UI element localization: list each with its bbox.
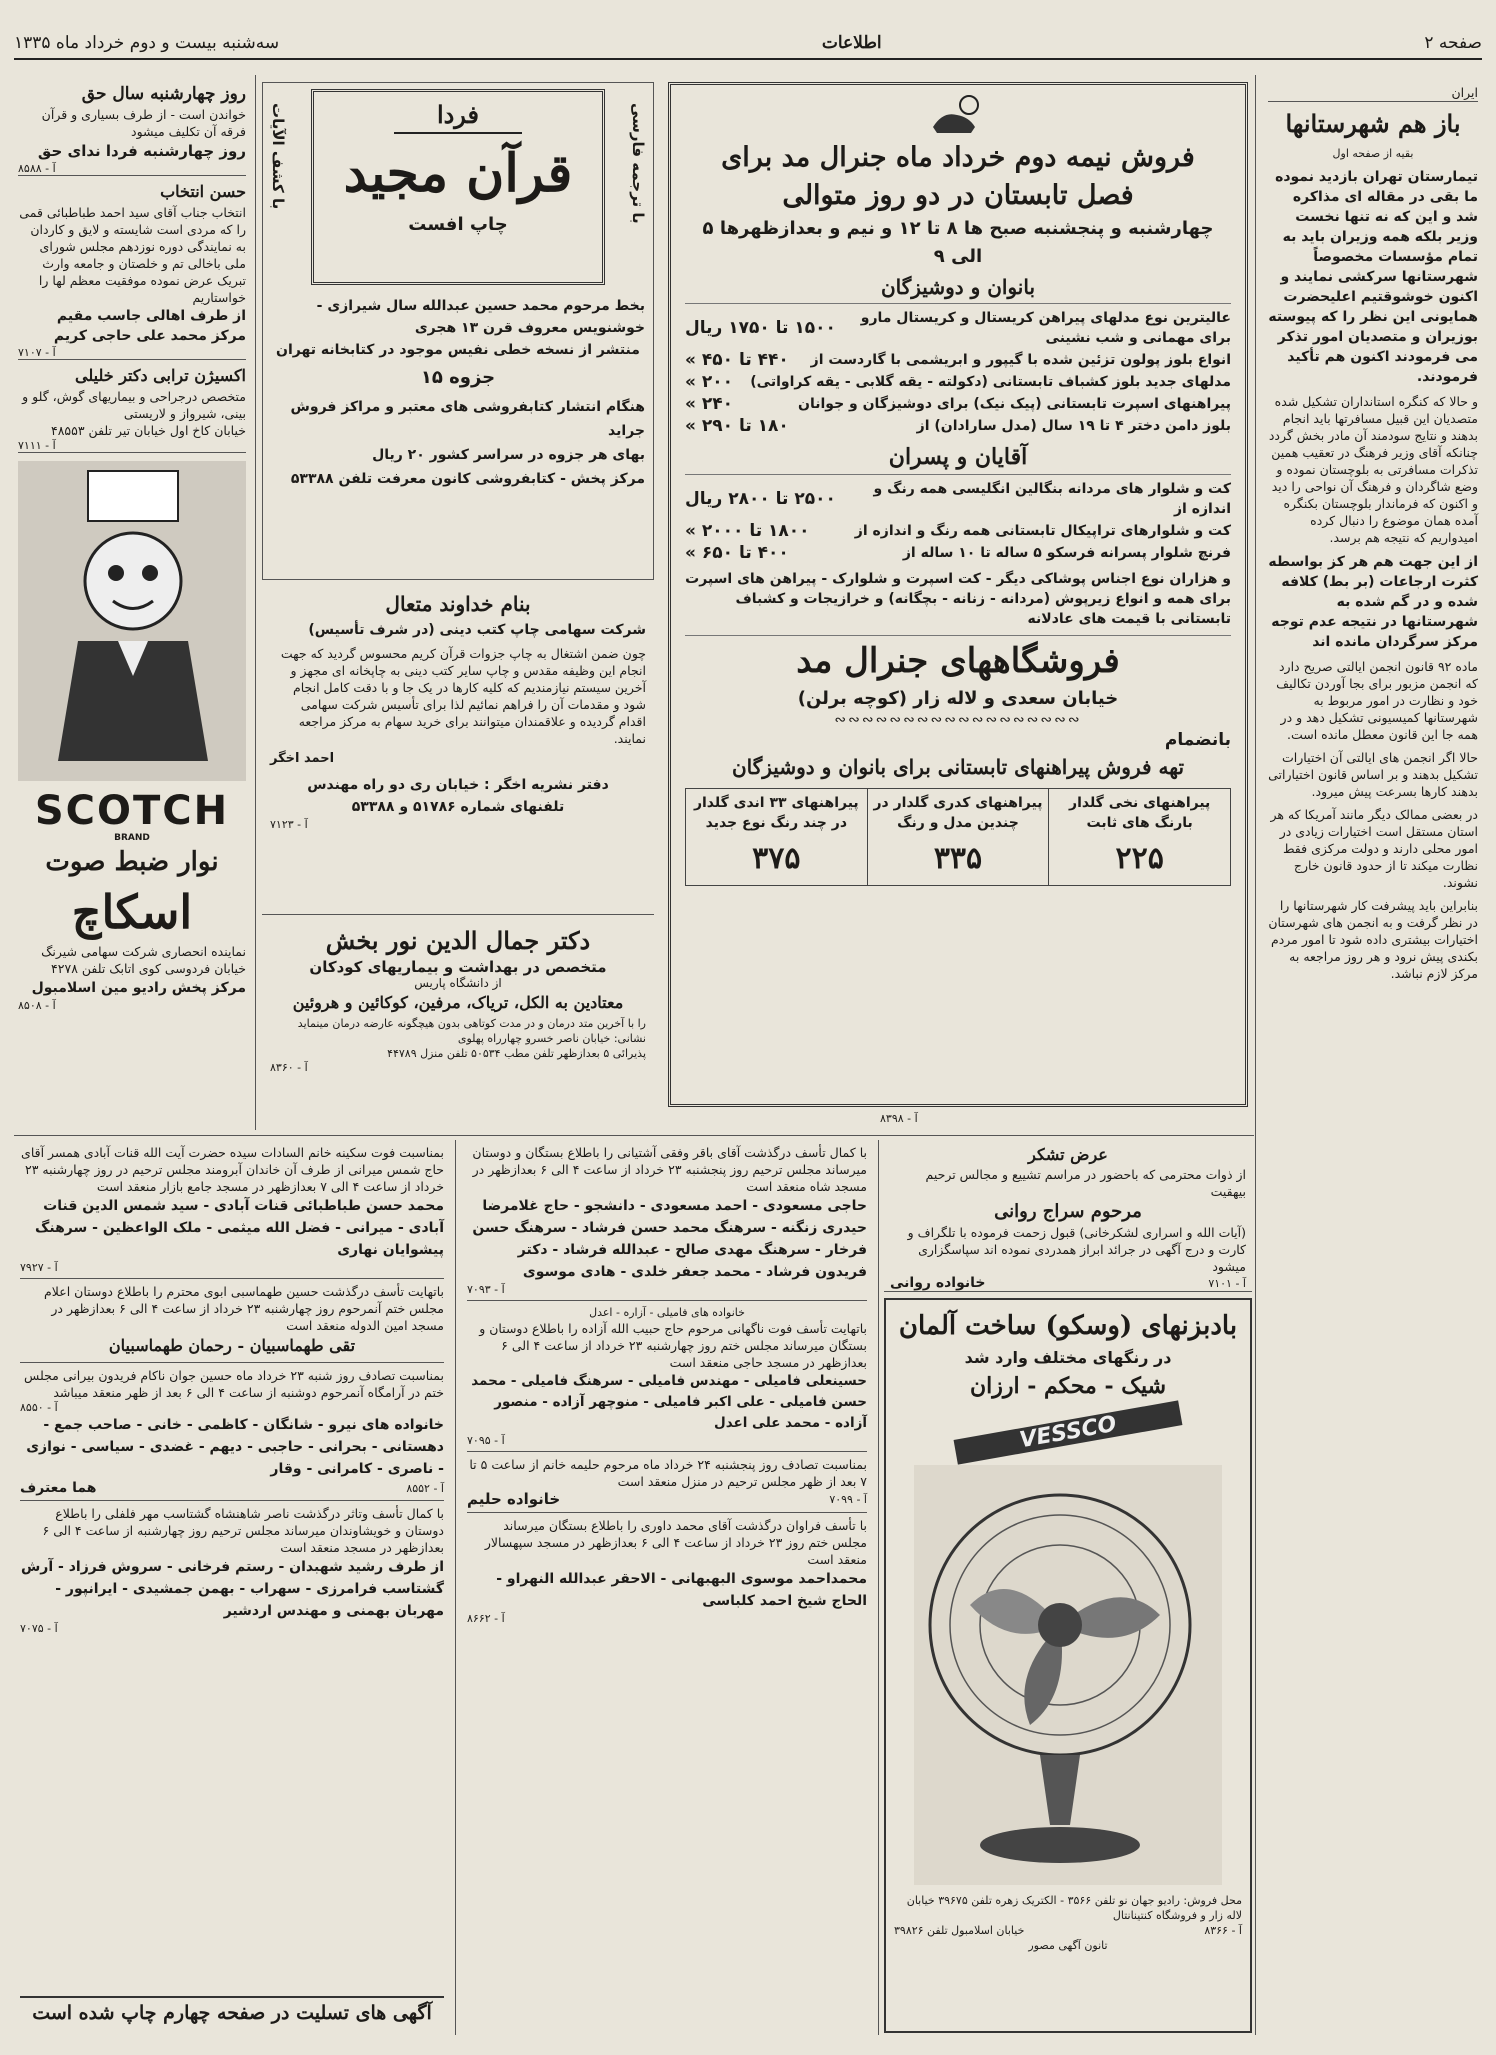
notice-body: با تأسف فراوان درگذشت آقای محمد داوری را باطلاع بستگان میرساند مجلس ختم روز ۲۳ خرداد از ساعت ۴ الی ۶ بعدازظهر در مسجد سپهسالار منعقد است	[484, 1518, 867, 1567]
brand-small: BRAND	[114, 833, 150, 843]
clearance-box-title: پیراهنهای کدری گلدار در چندین مدل و رنگ	[873, 795, 1043, 831]
ornament-divider: ∾∾∾∾∾∾∾∾∾∾∾∾∾∾∾∾∾∾	[834, 712, 1082, 728]
scotch-logo	[18, 789, 246, 843]
women-price-row	[685, 394, 1231, 414]
tape-center: مرکز پخش رادیو مین اسلامبول	[31, 980, 246, 996]
notice-ref: آ - ۷۹۲۷	[20, 1261, 58, 1274]
item-price: ۱۸۰ تا ۲۹۰ »	[685, 416, 789, 436]
article-para: در بعضی ممالک دیگر مانند آمریکا که هر استان مستقل است اختیارات زیادی در امور محلی دارند و دولت مرکزی فقط نظارت میکند تا از حدود قانون خارج نشوند.	[1270, 807, 1478, 890]
notice-body: با کمال تأسف وتاثر درگذشت ناصر شاهنشاه گشتاسب مهر فلفلی را باطلاع دوستان و خویشاوندان میرساند مجلس ترحیم روز چهارشنبه از ساعت ۴ الی ۶ بعدازظهر در مسجد منعقد است	[42, 1506, 444, 1555]
item-from: از طرف اهالی جاسب مقیم	[56, 308, 246, 324]
notice-ref: آ - ۷۰۹۵	[467, 1434, 505, 1447]
notice-names: حاجی مسعودی - احمد مسعودی - دانشجو - حاج غلامرضا حیدری زنگنه - سرهنگ محمد حسن فرشاد - سرهنگ حسن فرخار - سرهنگ مهدی صالح - عبدالله فرشاد - دکتر فریدون فرشاد - محمد جعفر خلدی - هادی موسوی	[472, 1198, 867, 1280]
notice	[20, 1144, 444, 1279]
men-price-list	[685, 479, 1231, 563]
ad-doctor	[262, 920, 654, 1110]
ad-headline: فصل تابستان در دو روز متوالی	[782, 180, 1134, 211]
clearance-box-title: پیراهنهای ۳۳ اندی گلدار در چند رنگ نوع جدید	[693, 795, 859, 831]
company-office: دفتر نشریه اخگر : خیابان ری دو راه مهندس	[307, 777, 609, 793]
quran-side-left: با کشف الآیات	[269, 103, 287, 210]
sale-schedule: چهارشنبه و پنجشنبه صبح ها ۸ تا ۱۲ و نیم و بعدازظهرها ۵ الی ۹	[702, 218, 1214, 267]
doctor-name: دکتر جمال الدین نور بخش	[325, 926, 591, 955]
page-header	[14, 28, 1482, 60]
clearance-box	[686, 789, 867, 885]
item-ref: آ - ۸۵۸۸	[18, 162, 246, 176]
notice-ref: آ - ۸۶۶۲	[467, 1612, 505, 1625]
item-bold: روز چهارشنبه فردا ندای حق	[37, 142, 246, 160]
item-price: ۴۴۰ تا ۴۵۰ »	[685, 350, 789, 370]
store-name: فروشگاههای جنرال مد	[685, 635, 1231, 686]
ad-ref: آ - ۸۳۶۰	[270, 1061, 308, 1074]
store-address: خیابان سعدی و لاله زار (کوچه برلن)	[797, 688, 1119, 709]
item-title: حسن انتخاب	[160, 182, 246, 201]
notice	[467, 1452, 867, 1513]
men-section-title: آقایان و پسران	[685, 440, 1231, 475]
item-title: روز چهارشنبه سال حق	[81, 84, 246, 104]
company-body: چون ضمن اشتغال به چاپ جزوات قرآن کریم محسوس گردید که جهت انجام این وظیفه مقدس و چاپ سایر کتب دینی به چاپخانه ای مجهز و آخرین سیستم نیازمندیم که کلیه کارها در یک جا و با دقت کامل انجام شود و مقدمات آن را فراهم نمائیم لذا برای تأسیس شرکت سهامی اقدام گردیده و علاقمندان میتوانند برای خرید سهام به مرکز مراجعه نمایند.	[280, 646, 646, 746]
notice-names: از طرف رشید شهبدان - رستم فرخانی - سروش فرزاد - آرش گشتاسب فرامرزی - سهراب - بهمن جمشیدی - ایرانپور - مهربان بهمنی و مهندس اردشیر	[20, 1559, 444, 1619]
thanks-title: عرض تشکر	[1028, 1145, 1108, 1164]
notice	[20, 1363, 444, 1501]
women-price-row	[685, 372, 1231, 392]
women-section-title: بانوان و دوشیزگان	[685, 271, 1231, 304]
item-description: بلوز دامن دختر ۴ تا ۱۹ سال (مدل سارادان) از	[916, 418, 1231, 434]
notice	[467, 1513, 867, 1629]
also-label: بانضمام	[1164, 730, 1231, 750]
item-price: ۱۸۰۰ تا ۲۰۰۰ »	[685, 521, 810, 541]
item-price: ۱۵۰۰ تا ۱۷۵۰ ریال	[685, 318, 836, 338]
quran-line: مرکز پخش - کتابفروشی کانون معرفت تلفن ۵۳۳۸۸	[290, 471, 645, 487]
notice-ref: آ - ۸۵۵۰	[20, 1401, 58, 1414]
thanks-body: از ذوات محترمی که باحضور در مراسم تشییع و مجالس ترحیم بیهقیت	[925, 1167, 1246, 1199]
notice-names: تقی طهماسبیان - رحمان طهماسبیان	[108, 1336, 356, 1355]
ad-headline: فروش نیمه دوم خرداد ماه جنرال مد برای	[721, 142, 1195, 173]
ad-general-mod	[668, 82, 1248, 1107]
item-sign: مرکز محمد علی حاجی کریم	[53, 328, 246, 344]
notice-ref: آ - ۷۰۷۵	[20, 1622, 58, 1635]
lion-sun-emblem-icon	[685, 93, 1231, 139]
item-addr: خیابان کاخ اول خیابان تیر تلفن ۴۸۵۵۳	[51, 423, 246, 438]
item-title: اکسیژن ترابی دکتر خلیلی	[74, 366, 246, 385]
company-title: شرکت سهامی چاپ کتب دینی (در شرف تأسیس)	[308, 622, 646, 638]
vessco-brand: VESSCO	[954, 1400, 1183, 1464]
item-description: عالیترین نوع مدلهای پیراهن کریستال و کریستال مارو برای مهمانی و شب نشینی	[860, 310, 1231, 346]
clearance-box	[1048, 789, 1230, 885]
notice-body: بمناسبت تصادف روز پنجشنبه ۲۴ خرداد ماه مرحوم حلیمه خانم از ساعت ۵ تا ۷ بعد از ظهر مجلس ترحیم در منزل منعقد است	[469, 1457, 867, 1489]
article-para: ماده ۹۲ قانون انجمن ایالتی صریح دارد که انجمن مزبور برای بجا آوردن تکالیف خود و نظارت در امور مربوط به شهرستانها کمیسیونی تشکیل دهد و در همه جا این قانون معطل مانده است.	[1276, 659, 1478, 742]
clearance-box-price: ۳۳۵	[933, 841, 983, 876]
item-description: فرنچ شلوار پسرانه فرسکو ۵ ساله تا ۱۰ ساله از	[902, 545, 1231, 561]
notice	[467, 1301, 867, 1452]
clearance-box	[867, 789, 1049, 885]
notice-body: باتهایت تأسف درگذشت حسین طهماسبی ابوی محترم را باطلاع دوستان اعلام مجلس ختم آنمرحوم روز چهارشنبه ۲۳ خرداد از ساعت ۴ الی ۶ بعدازظهر در مسجد امین الدوله منعقد است	[44, 1284, 444, 1333]
item-description: پیراهنهای اسپرت تابستانی (پیک نیک) برای دوشیزگان و جوانان	[798, 396, 1231, 412]
ad-quran	[262, 82, 654, 580]
article-para: حالا اگر انجمن های ایالتی آن اختیارات تشکیل بدهند و بر اساس قانون اختیاراتی بدهند کارها بسرعت پیش میرود.	[1268, 750, 1478, 799]
vessco-title: بادبزنهای (وسکو) ساخت آلمان	[898, 1311, 1238, 1341]
quran-tomorrow: فردا	[394, 98, 522, 134]
thanks-name: مرحوم سراج روانی	[994, 1201, 1142, 1222]
men-price-row	[685, 479, 1231, 519]
notice-head: خانواده های فامیلی - آزاره - اعدل	[589, 1306, 745, 1319]
notice-column-middle	[461, 1142, 873, 2032]
clearance-title: تهه فروش پیراهنهای تابستانی برای بانوان و دوشیزگان	[731, 755, 1185, 779]
bismillah: بنام خداوند متعال	[385, 592, 531, 616]
notice-names: محمداحمد موسوی البهبهانی - الاحقر عبدالله النهراو - الحاج شیخ احمد کلباسی	[496, 1571, 867, 1609]
continued-note: بقیه از صفحه اول	[1332, 147, 1414, 160]
doctor-hours: پذیرائی ۵ بعدازظهر تلفن مطب ۵۰۵۳۴ تلفن منزل ۴۴۷۸۹	[387, 1047, 646, 1060]
notice	[467, 1144, 867, 1301]
item-description: انواع بلوز پولون تزئین شده با گیپور و ابریشمی با گاردست از	[810, 352, 1231, 368]
item-ref: آ - ۸۵۰۸	[18, 999, 56, 1012]
quran-line: بخط مرحوم محمد حسین عبدالله سال شیرازی - خوشنویس معروف قرن ۱۳ هجری	[316, 298, 645, 336]
doctor-spec: متخصص در بهداشت و بیماریهای کودکان	[309, 958, 607, 976]
notice	[20, 1501, 444, 1639]
vessco-footer: تانون آگهی مصور	[1028, 1939, 1108, 1952]
vessco-tag: شیک - محکم - ارزان	[969, 1373, 1167, 1399]
notice-names: خانواده های نیرو - شانگان - کاظمی - خانی - صاحب جمع - دهستانی - بحرانی - حاجبی - دیهم - غضدی - سیاسی - نوازی - ناصری - کامرانی - وقار	[26, 1417, 444, 1477]
article-shahrestanha	[1262, 80, 1484, 2035]
notice-names: حسینعلی فامیلی - مهندس فامیلی - سرهنگ فامیلی - محمد حسن فامیلی - علی اکبر فامیلی - منوچهر آزاده - منصور آزاده - محمد علی اعدل	[471, 1373, 867, 1431]
item-body: انتخاب جناب آقای سید احمد طباطبائی قمی را که مردی است شایسته و لایق و کاردان به نمایندگی دوره نوزدهم مجلس شورای ملی باخالی تم و خلصتان و جامعه وارث تبریک عرض نموده موفقیت معظم لها را خواستاریم	[19, 205, 246, 305]
quran-line: بهای هر جزوه در سراسر کشور ۲۰ ریال	[372, 447, 645, 463]
quran-line: منتشر از نسخه خطی نفیس موجود در کتابخانه تهران	[276, 342, 640, 358]
doctor-addicts: معتادین به الکل، تریاک، مرفین، کوکائین و هروئین	[292, 993, 624, 1012]
scotch-mascot-illustration	[18, 461, 246, 781]
clearance-box-price: ۳۷۵	[752, 841, 801, 876]
women-price-row	[685, 308, 1231, 348]
quran-part: جزوه ۱۵	[420, 367, 496, 388]
fan-illustration	[914, 1465, 1222, 1885]
vessco-addr2: خیابان اسلامبول تلفن ۳۹۸۲۶	[894, 1924, 1025, 1937]
thanks-rest: (آیات الله و اسراری لشکرخانی) قبول زحمت فرموده با تلگراف و کارت و درج آگهی در جرائد ابراز همدردی نموده اند سپاسگزاری میشود	[907, 1225, 1246, 1274]
doctor-school: از دانشگاه پاریس	[414, 976, 502, 990]
notice-thanks	[884, 1142, 1252, 1292]
vessco-addr: محل فروش: رادیو جهان نو تلفن ۳۵۶۶ - الکتریک زهره تلفن ۳۹۶۷۵ خیابان لاله زار و فروشگاه کنتینانتال	[906, 1894, 1242, 1922]
vessco-ref: آ - ۸۳۶۶	[1204, 1924, 1242, 1937]
doctor-text: را با آخرین متد درمان و در مدت کوتاهی بدون هیچگونه عارضه درمان مینماید	[297, 1017, 646, 1030]
vessco-sub: در رنگهای مختلف وارد شد	[964, 1348, 1172, 1367]
company-phones: تلفنهای شماره ۵۱۷۸۶ و ۵۳۳۸۸	[351, 799, 565, 815]
ad-ref: آ - ۸۳۹۸	[880, 1112, 918, 1125]
notice-ref: آ - ۸۵۵۲	[406, 1481, 444, 1495]
item-body: خواندن است - از طرف بسیاری و قرآن فرقه آن تکلیف میشود	[41, 107, 246, 139]
item-ref: آ - ۷۱۱۱	[18, 439, 246, 453]
men-price-row	[685, 543, 1231, 563]
tape-title: نوار ضبط صوت	[45, 847, 219, 877]
item-description: کت و شلوار های مردانه بنگالین انگلیسی همه رنگ و اندازه از	[873, 481, 1231, 517]
left-column	[14, 80, 250, 1125]
clearance-box-price: ۲۲۵	[1115, 841, 1164, 876]
quran-title: قرآن مجید	[343, 143, 573, 204]
women-price-row	[685, 416, 1231, 436]
women-price-list	[685, 308, 1231, 436]
clearance-box-title: پیراهنهای نخی گلدار بارنگ های ثابت	[1069, 795, 1211, 831]
item-body: متخصص درجراحی و بیماریهای گوش، گلو و بینی، شیرواز و لاریستی	[22, 389, 246, 421]
notice-names: محمد حسن طباطبائی قنات آبادی - سید شمس الدین قنات آبادی - میرانی - فضل الله میثمی - ملک الواعظین - سرهنگ پیشوایان نهاری	[35, 1198, 444, 1258]
notice	[20, 1279, 444, 1363]
article-para: از این جهت هم هر کز بواسطه کثرت ارجاعات (بر بط) کلافه شده و در گم شده به شهرستانها در نتیجه عدم توجه مرکز سرگردان مانده اند	[1268, 554, 1478, 650]
notice-footer: آگهی های تسلیت در صفحه چهارم چاپ شده است	[20, 1996, 444, 2028]
company-sign: احمد اخگر	[270, 751, 335, 766]
item-price: ۲۵۰۰ تا ۲۸۰۰ ریال	[685, 489, 836, 509]
notice-body: باتهایت تأسف فوت ناگهانی مرحوم حاج حبیب الله آزاده را باطلاع دوستان و بستگان میرساند مجلس ختم روز چهارشنبه ۲۳ خرداد از ساعت ۴ الی ۶ بعدازظهر در مسجد حاجی منعقد است	[479, 1321, 867, 1370]
extra-items: و هزاران نوع اجناس پوشاکی دیگر - کت اسپرت و شلوارک - پیراهن های اسپرت برای همه و انواع زیرپوش (مردانه - زنانه - بچگانه) و خرازیجات و کشباف تابستانی با قیمت های عادلانه	[685, 571, 1231, 627]
item-description: کت و شلوارهای تراپیکال تابستانی همه رنگ و اندازه از	[854, 523, 1231, 539]
paper-name: اطلاعات	[821, 33, 882, 53]
item-price: ۴۰۰ تا ۶۵۰ »	[685, 543, 789, 563]
men-price-row	[685, 521, 1231, 541]
issue-date: سه‌شنبه بیست و دوم خرداد ماه ۱۳۳۵	[14, 33, 280, 53]
article-title: باز هم شهرستانها	[1285, 109, 1461, 138]
item-price: ۲۴۰ »	[685, 394, 734, 414]
notice-body: با کمال تأسف درگذشت آقای باقر وفقی آشتیانی را باطلاع بستگان و دوستان میرساند مجلس ترحیم روز پنجشنبه ۲۳ خرداد از ساعت ۴ الی ۶ بعدازظهر در مسجد شاه منعقد است	[472, 1145, 867, 1194]
tape-name: اسکاچ	[71, 885, 193, 939]
thanks-ref: آ - ۷۱۰۱	[1208, 1276, 1246, 1290]
brand-name: SCOTCH	[34, 788, 230, 834]
doctor-addr: نشانی: خیابان ناصر خسرو چهارراه پهلوی	[457, 1032, 646, 1045]
ad-vessco	[884, 1298, 1252, 2033]
quran-line: هنگام انتشار کتابفروشی های معتبر و مراکز فروش جراید	[290, 399, 645, 439]
item-description: مدلهای جدید بلوز کشباف تابستانی (دکولته - یقه گلابی - یقه کراواتی)	[750, 374, 1231, 390]
notice-body: بمناسبت تصادف روز شنبه ۲۳ خرداد ماه حسین جوان ناکام فریدون بیرانی مجلس ختم در آرامگاه آنمرحوم دوشنبه از ساعت ۴ الی ۶ بعد از ظهر منعقد میباشد	[24, 1368, 444, 1400]
ad-ref: آ - ۷۱۲۳	[270, 818, 308, 831]
thanks-sign: خانواده روانی	[890, 1275, 986, 1291]
item-ref: آ - ۷۱۰۷	[18, 346, 246, 360]
item-price: ۲۰۰ »	[685, 372, 734, 392]
quran-sub: چاپ افست	[408, 214, 508, 235]
quran-side-right: با ترجمه فارسی	[629, 103, 647, 224]
notice-ref: آ - ۷۰۹۳	[467, 1283, 505, 1296]
notice-thanks: هما معترف	[20, 1480, 97, 1496]
page-number: صفحه ۲	[1424, 33, 1482, 53]
women-price-row	[685, 350, 1231, 370]
notice-column-left	[14, 1142, 450, 2032]
ad-company	[262, 585, 654, 915]
article-para: تیمارستان تهران بازدید نموده ما بقی در مقاله ای مذاکره شد و این که نه تنها نخست وزیر بلکه همه وزیران باید به تمام مؤسسات مخصوصاً شهرستانها سرکشی نمایند و اکنون خوشوقتیم اعلیحضرت همایونی این نظر را که پیوسته بوزیران و متصدیان امور تذکر می فرمودند اکنون هم تأکید فرمودند.	[1268, 169, 1478, 385]
section-label: ایران	[1268, 84, 1478, 102]
notice-sign: خانواده حلیم	[467, 1490, 561, 1508]
clearance-boxes	[685, 788, 1231, 886]
article-para: و حالا که کنگره استانداران تشکیل شده متصدیان این قبیل مسافرتها باید انجام بدهند و نتایج سودمند آن مادر بخش گردد چنانکه آقای وزیر فرهنگ در تعقیب همین تذکرات مسافرتی به بلوچستان نموده و وضع شاگردان و فرهنگ آن نواحی را دید و اکنون که فرماندار بلوچستان بکنگره آمده همان موضوع را دنبال کرده امیدواریم که نتیجه هم برسد.	[1268, 394, 1478, 545]
article-para: بنابراین باید پیشرفت کار شهرستانها را در نظر گرفت و به انجمن های شهرستان اختیارات بیشتری داده شود تا امور مردم بکندی پیش نرود و هر روز مراجعه به مرکز لازم نباشد.	[1268, 898, 1478, 981]
notice-body: بمناسبت فوت سکینه خانم السادات سیده حضرت آیت الله قنات آبادی همسر آقای حاج شمس میرانی از طرف آن خاندان آبرومند مجلس ترحیم در روز چهارشنبه ۲۳ خرداد از ساعت ۴ الی ۷ بعدازظهر در مسجد جامع بازار منعقد است	[21, 1145, 444, 1194]
tape-body: نماینده انحصاری شرکت سهامی شیرنگ خیابان فردوسی کوی اتابک تلفن ۴۲۷۸	[41, 944, 246, 976]
notice-ref: آ - ۷۰۹۹	[829, 1492, 867, 1506]
